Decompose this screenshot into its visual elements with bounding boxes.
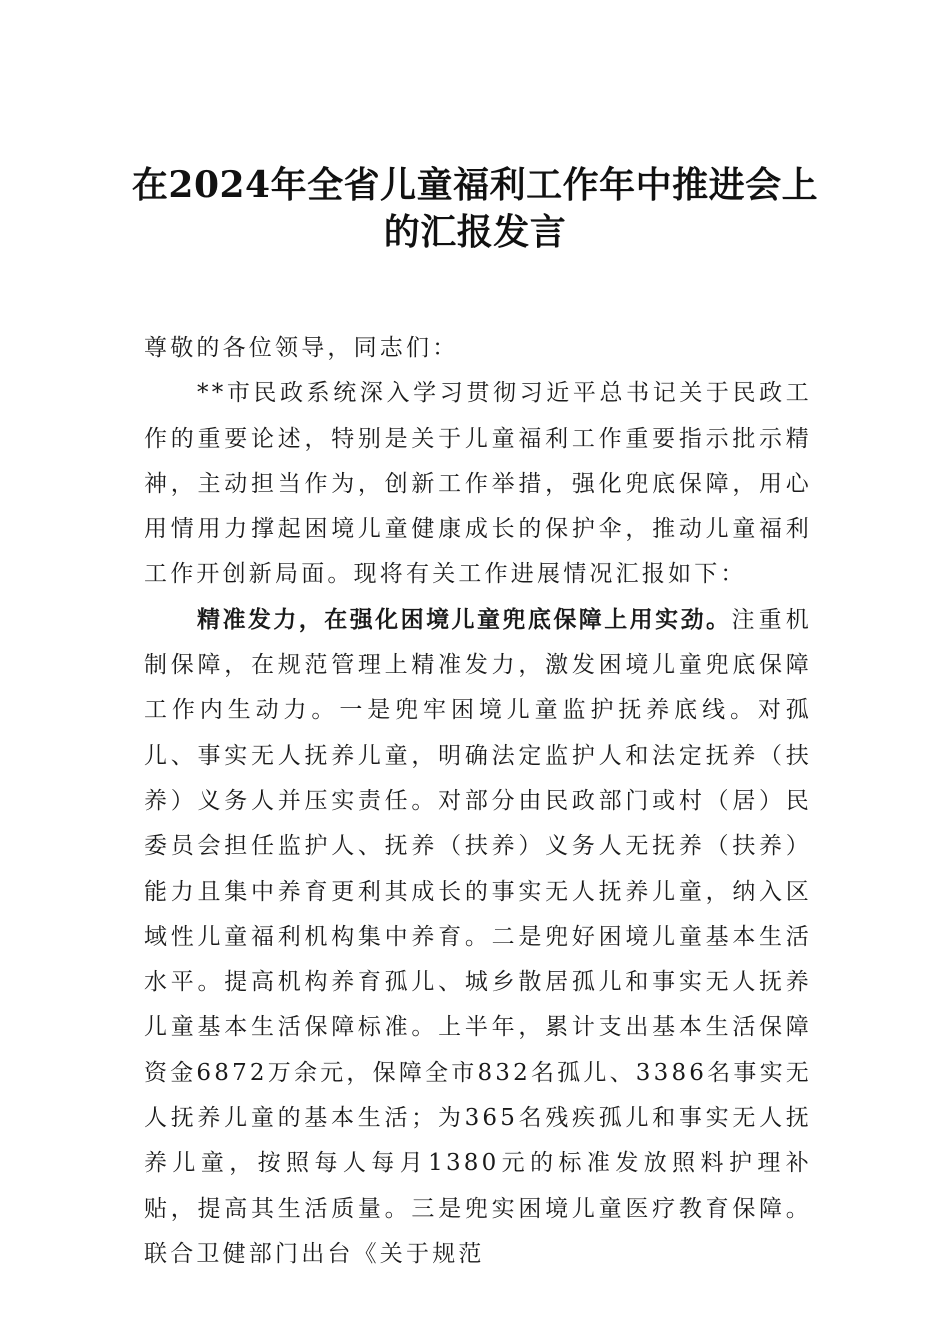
intro-paragraph: **市民政系统深入学习贯彻习近平总书记关于民政工作的重要论述，特别是关于儿童福利工作重要指示批示精神，主动担当作为，创新工作举措，强化兜底保障，用心用情用力撑起困境儿童健康成长的保护伞，推动儿童福利工作开创新局面。现将有关工作进展情况汇报如下： (144, 380, 812, 588)
document-title-line-2: 的汇报发言 (383, 211, 567, 253)
section-1-heading: 精准发力，在强化困境儿童兜底保障上用实劲。 (197, 606, 732, 633)
section-1-body: 注重机制保障，在规范管理上精准发力，激发困境儿童兜底保障工作内生动力。一是兜牢困境儿童监护抚养底线。对孤儿、事实无人抚养儿童，明确法定监护人和法定抚养（扶养）义务人并压实责任。对部分由民政部门或村（居）民委员会担任监护人、抚养（扶养）义务人无抚养（扶养）能力且集中养育更利其成长的事实无人抚养儿童，纳入区域性儿童福利机构集中养育。二是兜好困境儿童基本生活水平。提高机构养育孤儿、城乡散居孤儿和事实无人抚养儿童基本生活保障标准。上半年，累计支出基本生活保障资金6872万余元，保障全市832名孤儿、3386名事实无人抚养儿童的基本生活；为365名残疾孤儿和事实无人抚养儿童，按照每人每月1380元的标准发放照料护理补贴，提高其生活质量。三是兜实困境儿童医疗教育保障。联合卫健部门出台《关于规范 (144, 606, 813, 1267)
document-body (144, 326, 812, 1277)
salutation: 尊敬的各位领导，同志们： (144, 335, 459, 361)
document-title-line-1: 在2024年全省儿童福利工作年中推进会上 (131, 164, 819, 206)
section-1-paragraph (144, 598, 812, 1277)
